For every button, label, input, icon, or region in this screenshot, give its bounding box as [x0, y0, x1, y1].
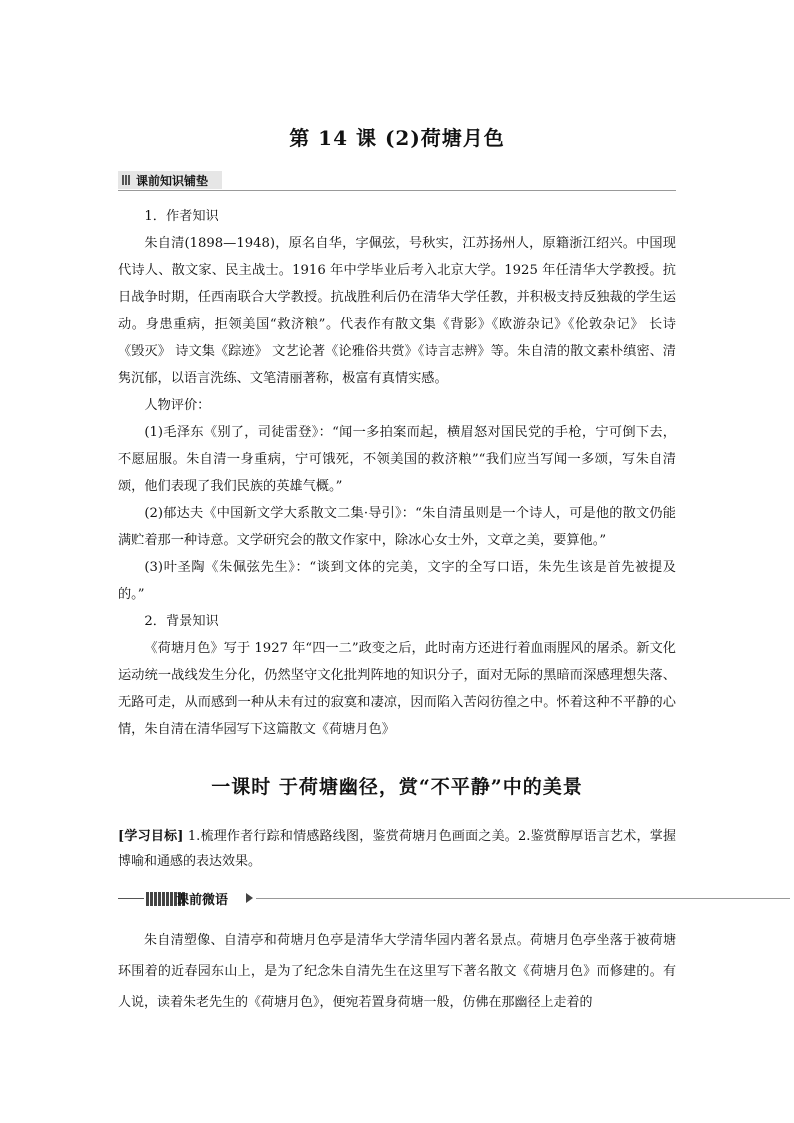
- paragraph-quote-ye: (3)叶圣陶《朱佩弦先生》：“谈到文体的完美，文字的全写口语，朱先生该是首先被提及的。”: [118, 560, 676, 602]
- paragraph-quote-mao: (1)毛泽东《别了，司徒雷登》：“闻一多拍案而起，横眉怒对国民党的手枪，宁可倒下去，不愿屈服。朱自清一身重病，宁可饿死，不领美国的救济粮”“我们应当写闻一多颂，写朱自清颂，他们表现了我们民族的英雄气概。”: [118, 425, 676, 494]
- heading-evaluation: 人物评价：: [144, 398, 211, 413]
- section-divider: [118, 190, 676, 191]
- paragraph-author-bio: 朱自清(1898—1948)，原名自华，字佩弦，号秋实，江苏扬州人，原籍浙江绍兴。中国现代诗人、散文家、民主战士。1916 年中学毕业后考入北京大学。1925 年任清华大学教授。抗日战争时期，任西南联合大学教授。抗战胜利后仍在清华大学任教，并积极支持反独裁的学生运动。身患重病，拒领美国“救济粮”。代表作有散文集《背影》《欧游杂记》《伦敦杂记》 长诗《毁灭》 诗文集《踪迹》 文艺论著《论雅俗共赏》《诗言志辨》等。朱自清的散文素朴缜密、清隽沉郁，以语言洗练、文笔清丽著称，极富有真情实感。: [118, 236, 676, 386]
- divider-left: [118, 898, 144, 899]
- lesson-heading: 一课时 于荷塘幽径，赏“不平静”中的美景: [211, 776, 583, 798]
- heading-author: 1．作者知识: [144, 209, 219, 224]
- learning-goals: [118, 824, 676, 874]
- heading-background: 2．背景知识: [144, 614, 219, 629]
- arrow-right-icon: [246, 893, 253, 903]
- section-header-microtalk: [118, 889, 678, 909]
- microtalk-body: [118, 925, 676, 1018]
- paragraph-quote-yu: (2)郁达夫《中国新文学大系散文二集·导引》：“朱自清虽则是一个诗人，可是他的散文仍能满贮着那一种诗意。文学研究会的散文作家中，除冰心女士外，文章之美，要算他。”: [118, 506, 676, 548]
- section-header-prelesson: [118, 171, 222, 189]
- section-header-label: 课前微语: [176, 893, 229, 908]
- section-marker-icon: [122, 175, 130, 185]
- page-title: 第 14 课 (2)荷塘月色: [289, 126, 505, 150]
- goal-label: [学习目标]: [118, 829, 184, 844]
- paragraph-background: 《荷塘月色》写于 1927 年“四一二”政变之后，此时南方还进行着血雨腥风的屠杀。新文化运动统一战线发生分化，仍然坚守文化批判阵地的知识分子，面对无际的黑暗而深感理想失落、无路可走，从而感到一种从未有过的寂寞和凄凉，因而陷入苦闷彷徨之中。怀着这种不平静的心情，朱自清在清华园写下这篇散文《荷塘月色》: [118, 641, 676, 737]
- goal-text: 1.梳理作者行踪和情感路线图，鉴赏荷塘月色画面之美。2.鉴赏醇厚语言艺术，掌握博喻和通感的表达效果。: [118, 829, 676, 869]
- knowledge-body: [118, 203, 676, 743]
- section-header-label: 课前知识铺垫: [136, 173, 209, 188]
- paragraph-microtalk: 朱自清塑像、自清亭和荷塘月色亭是清华大学清华园内著名景点。荷塘月色亭坐落于被荷塘环围着的近春园东山上，是为了纪念朱自清先生在这里写下著名散文《荷塘月色》而修建的。有人说，读着朱老先生的《荷塘月色》，便宛若置身荷塘一般，仿佛在那幽径上走着的: [118, 933, 676, 1010]
- divider-right: [256, 898, 790, 899]
